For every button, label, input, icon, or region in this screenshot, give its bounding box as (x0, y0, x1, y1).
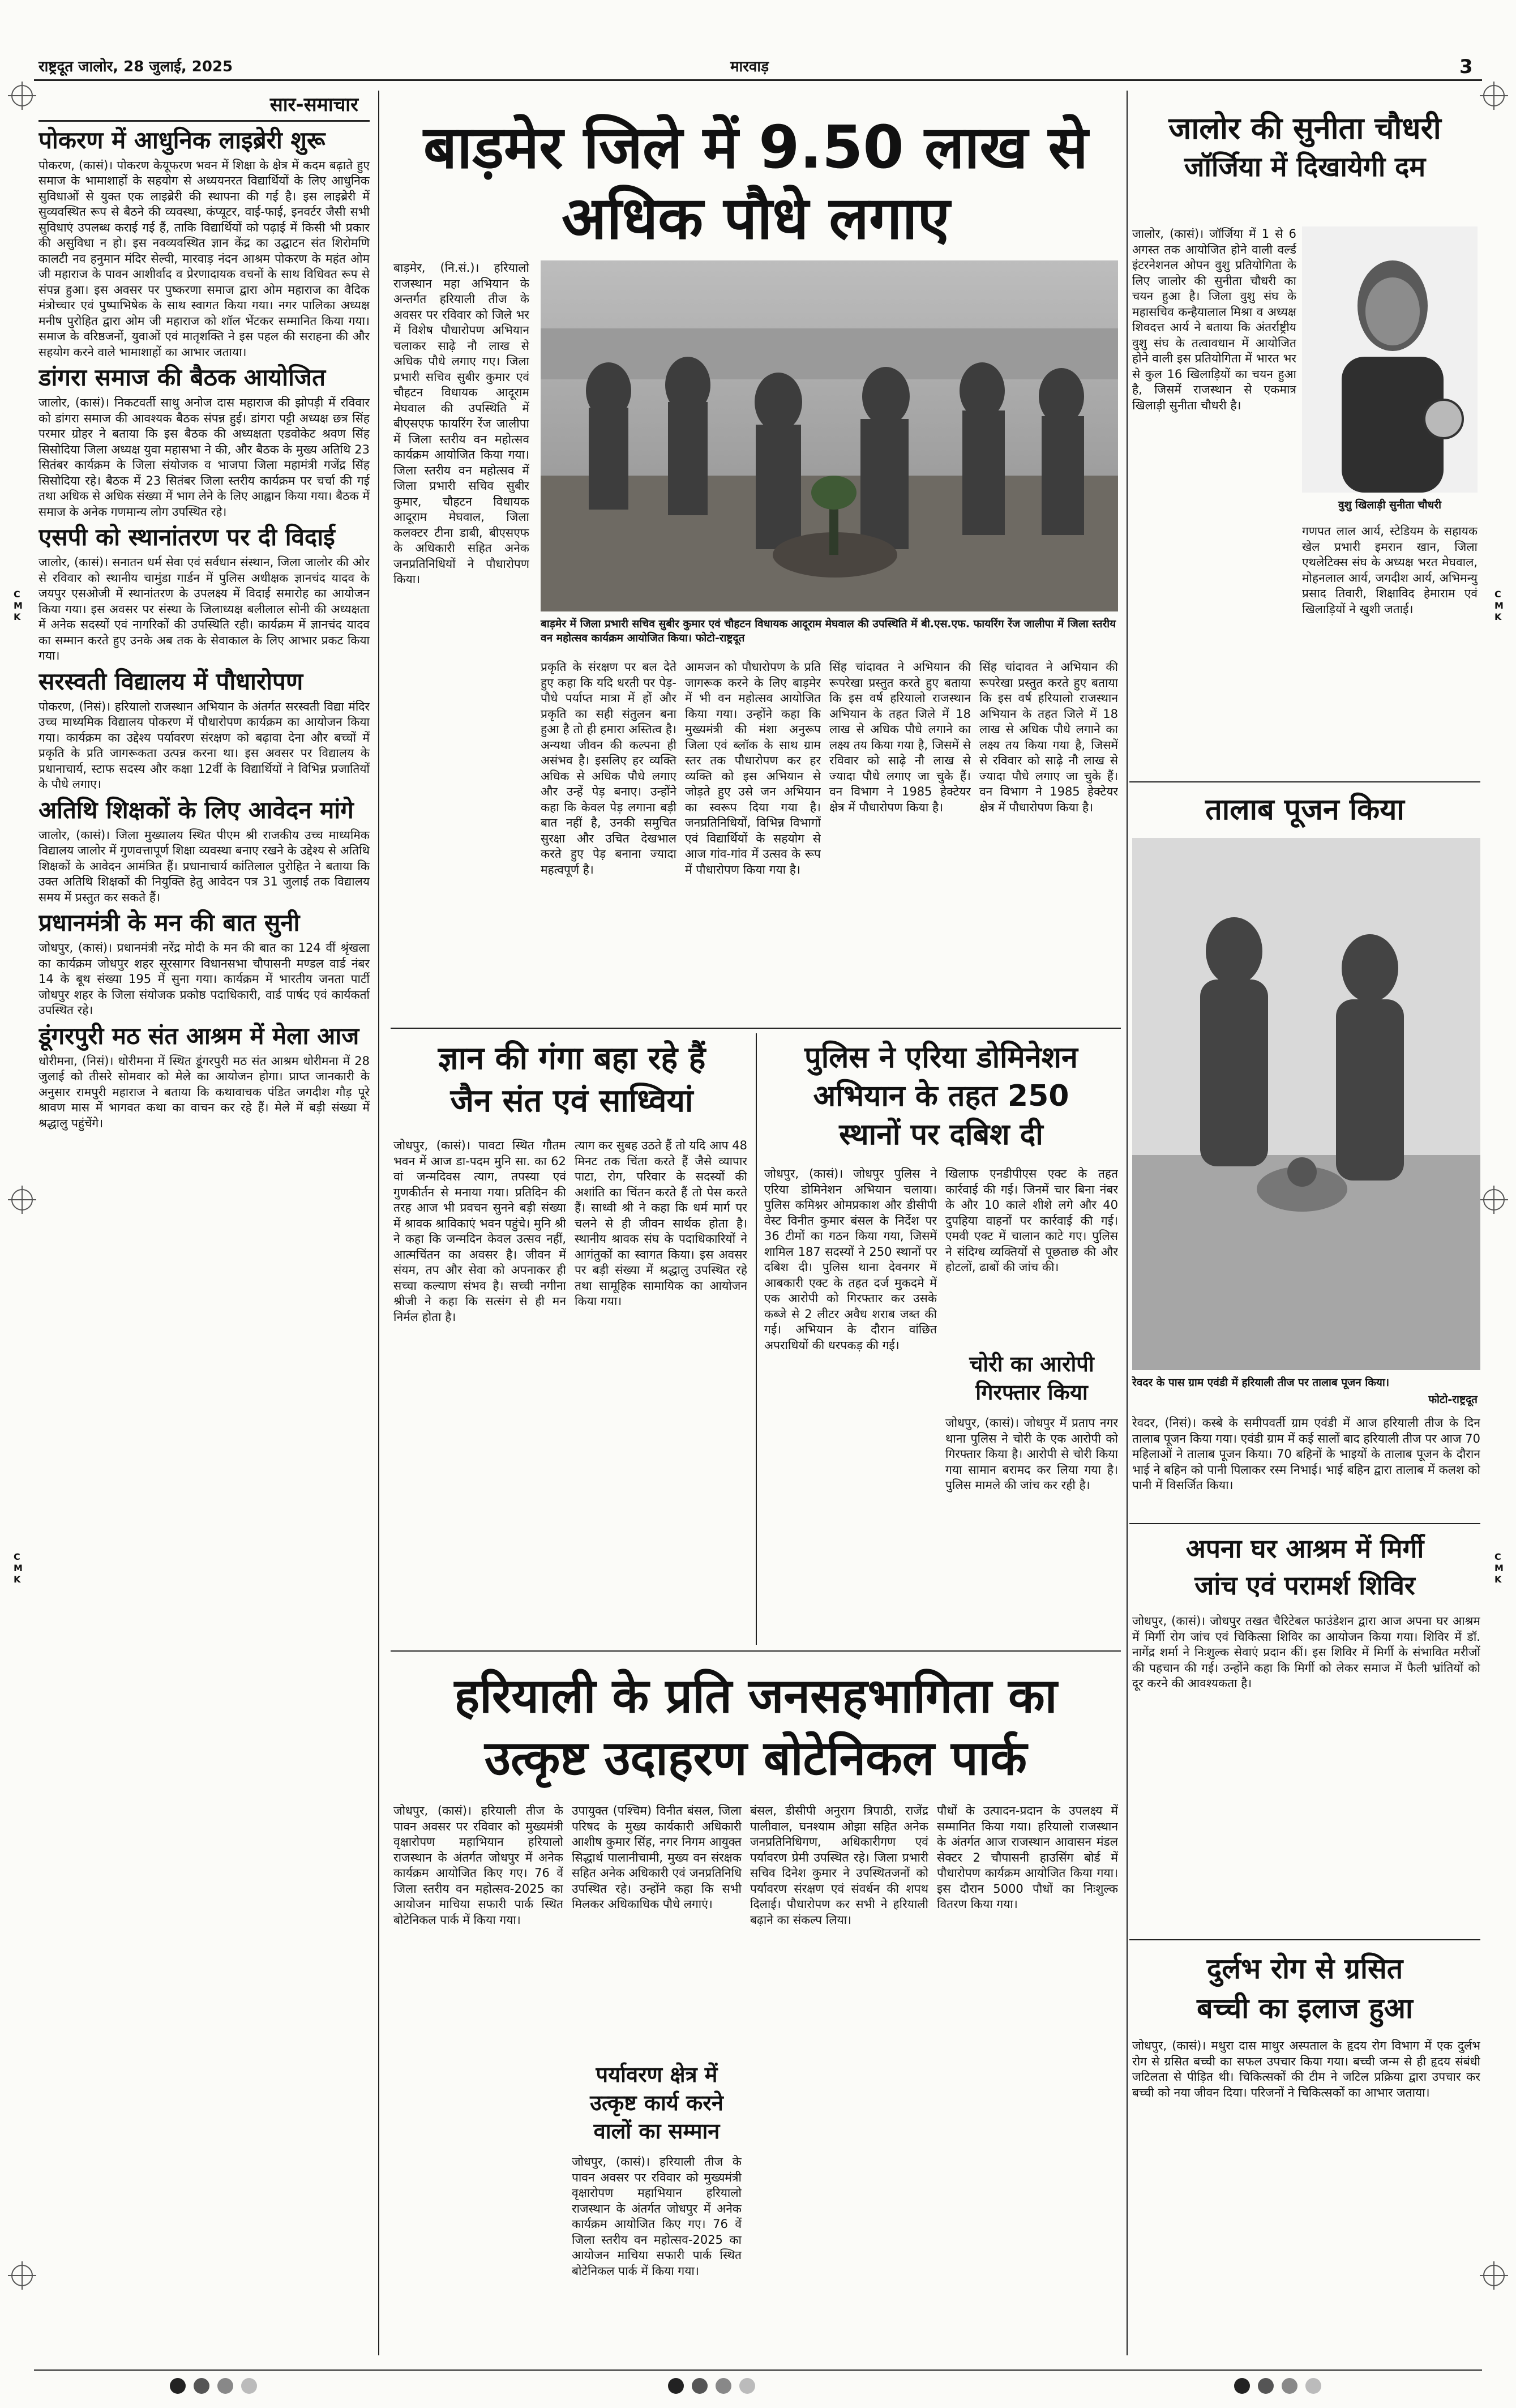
registration-mark-icon (11, 2265, 33, 2286)
talab-headline: तालाब पूजन किया (1205, 793, 1404, 827)
color-mark: C M K (14, 1551, 23, 1585)
main-headline-line-1: बाड़मेर जिले में 9.50 लाख से (423, 113, 1088, 182)
plantation-photo (541, 260, 1118, 611)
registration-mark-icon (1483, 2265, 1505, 2286)
color-dot-icon (170, 2378, 186, 2394)
botanical-col-2b: जोधपुर, (कासं)। हरियाली तीज के पावन अवसर पर रविवार को मुख्यमंत्री वृक्षारोपण महाभियान हरियालो राजस्थान के अंतर्गत जोधपुर में अनेक कार्यक्रम आयोजित किए गए। 76 वें जिला स्तरीय वन महोत्सव-2025 का आयोजन माचिया सफारी पार्क स्थित बोटेनिकल पार्क में किया गया। (572, 2155, 742, 2278)
botanical-col-2: उपायुक्त (पश्चिम) विनीत बंसल, जिला परिषद के मुख्य कार्यकारी अधिकारी आशीष कुमार सिंह, नगर निगम आयुक्त सिद्धार्थ पालानीचामी, मुख्य वन संरक्षक सहित अनेक अधिकारी एवं जनप्रतिनिधि उपस्थित रहे। उन्होंने कहा कि सभी मिलकर अधिकाधिक पौधे लगाएं। (572, 1804, 742, 1911)
color-dot-icon (1234, 2378, 1250, 2394)
footer-color-dots (170, 2378, 265, 2396)
color-mark: C M K (1494, 589, 1504, 622)
police-headline-line-2: अभियान के तहत 250 (813, 1079, 1069, 1113)
color-dot-icon (668, 2378, 684, 2394)
main-story-col-2: प्रकृति के संरक्षण पर बल देते हुए कहा कि यदि धरती पर पेड़-पौधे पर्याप्त मात्रा में हों और प्रकृति का सही संतुलन बना हुआ है तो ही हमारा अस्तित्व है। अन्यथा जीवन की कल्पना ही असंभव है। इसलिए हर व्यक्ति अधिक से अधिक पौधे लगाए और उन्हें पेड़ बनाए। उन्होंने कहा कि केवल पेड़ लगाना बड़ी बात नहीं है, उनकी समुचित सुरक्षा और उचित देखभाल करते हुए पेड़ बनाना ज्यादा महत्वपूर्ण है। (541, 660, 676, 876)
footer-color-dots (668, 2378, 763, 2396)
header-rule (34, 79, 1482, 81)
brief-headline: प्रधानमंत्री के मन की बात सुनी (38, 909, 300, 936)
color-dot-icon (194, 2378, 209, 2394)
police-col-2: खिलाफ एनडीपीएस एक्ट के तहत कार्रवाई की गई। जिनमें चार बिना नंबर के और 10 काले शीशे लगे और 40 दुपहिया वाहनों पर कार्रवाई की गई। एमवी एक्ट में चालान काटे गए। पुलिस ने संदिग्ध व्यक्तियों से पूछताछ की और होटलों, ढाबों की जांच की। (945, 1167, 1118, 1274)
ashram-headline-line-1: अपना घर आश्रम में मिर्गी (1185, 1533, 1424, 1564)
sunita-photo-image (1302, 226, 1478, 493)
footer-color-dots (1234, 2378, 1329, 2396)
news-brief-column (38, 91, 370, 2361)
brief-body: पोकरण, (कासं)। पोकरण केयूफरण भवन में शिक्षा के क्षेत्र में कदम बढ़ाते हुए समाज के भामाशाहों के सहयोग से अध्ययनरत विद्यार्थियों के लिए आधुनिक सुविधाओं से युक्त एक लाइब्रेरी की स्थापना की गई है। इस लाइब्रेरी में सुव्यवस्थित रूप से बैठने की व्यवस्था, कंप्यूटर, वाई-फाई, इनवर्टर जैसी सभी सुविधाएं उपलब्ध कराई गई हैं, ताकि विद्यार्थियों को पढ़ाई में किसी भी प्रकार की असुविधा न हो। इस नवव्यवस्थित ज्ञान केंद्र का उद्घाटन संत शिरोमणि कालटी नव हनुमान मंदिर सेल्वी, मारवाड़ नंदन आश्रम पोकरण के महंत ओम जी महाराज के पावन आशीर्वाद व प्रेरणादायक वचनों के साथ विधिवत रूप से संपन्न हुआ। इस अवसर पर पुष्करणा समाज द्वारा ओम महाराज का वैदिक मंत्रोच्चार एवं पुष्पाभिषेक के साथ स्वागत किया गया। नगर पालिका अध्यक्ष मनीष पुरोहित द्वारा ओम जी महाराज को शॉल भेंटकर सम्मानित किया गया। समाज के वरिष्ठजनों, युवाओं एवं मातृशक्ति ने इस पहल की सराहना की और सहयोग करने वाले भामाशाहों का आभार जताया। (38, 158, 370, 359)
gyan-col-2: त्याग कर सुबह उठते हैं तो यदि आप 48 मिनट तक चिंता करते हैं जैसे व्यापार पाटा, रोग, परिवार के सदस्यों की अशांति का चिंतन करते हैं तो पेस करते हैं। साध्वी श्री ने कहा कि धर्म मार्ग पर चलने से ही जीवन सार्थक होता है। स्थानीय श्रावक संघ के पदाधिकारियों ने आगंतुकों का स्वागत किया। इस अवसर पर बड़ी संख्या में श्रद्धालु उपस्थित रहे तथा सामूहिक सामायिक का आयोजन किया गया। (575, 1139, 747, 1308)
color-dot-icon (716, 2378, 731, 2394)
brief-body: धोरीमना, (निसं)। धोरीमना में स्थित डूंगरपुरी मठ संत आश्रम धोरीमना में 28 जुलाई को तीसरे सोमवार को मेले का आयोजन होगा। प्राप्त जानकारी के अनुसार रामपुरी महाराज ने बताया कि कथावाचक पंडित जगदीश गौड़ पूरे श्रावण मास में भागवत कथा का वाचन कर रहे हैं। मेले में बड़ी संख्या में श्रद्धालु पहुंचेंगे। (38, 1054, 370, 1130)
gyan-col-1: जोधपुर, (कासं)। पावटा स्थित गौतम भवन में आज डा-पदम मुनि सा. का 62 वां जन्मदिवस त्याग, तपस्या एवं गुणकीर्तन से मनाया गया। प्रतिदिन की तरह आज भी प्रवचन सुनने बड़ी संख्या में श्रावक श्राविकाएं भवन पहुंचे। मुनि श्री ने कहा कि जन्मदिन केवल उत्सव नहीं, आत्मचिंतन का अवसर है। जीवन में संयम, तप और सेवा को अपनाकर ही सच्चा कल्याण संभव है। सच्ची नगीना श्रीजी ने कहा कि सत्संग से ही मन निर्मल होता है। (393, 1139, 566, 1324)
main-story-col-4: सिंह चांदावत ने अभियान की रूपरेखा प्रस्तुत करते हुए बताया कि इस वर्ष हरियालो राजस्थान अभियान के तहत जिले में 18 लाख से अधिक पौधे लगाने का लक्ष्य तय किया गया है, जिसमें से रविवार को साढ़े नौ लाख से ज्यादा पौधे लगाए जा चुके हैं। वन विभाग ने 1985 हेक्टेयर क्षेत्र में पौधारोपण किया है। (829, 660, 971, 814)
sunita-headline-line-1: जालोर की सुनीता चौधरी (1168, 110, 1441, 146)
award-subhead-2: उत्कृष्ट कार्य करने (590, 2090, 723, 2115)
brief-headline: डूंगरपुरी मठ संत आश्रम में मेला आज (38, 1021, 359, 1050)
rare-disease-headline-line-2: बच्ची का इलाज हुआ (1197, 1992, 1413, 2025)
section-divider (391, 1028, 1121, 1029)
ashram-headline-line-2: जांच एवं परामर्श शिविर (1194, 1570, 1415, 1601)
brief-headline: एसपी को स्थानांतरण पर दी विदाई (38, 523, 335, 551)
sunita-photo (1302, 226, 1478, 493)
police-col-1: जोधपुर, (कासं)। जोधपुर पुलिस ने एरिया डोमिनेशन अभियान चलाया। पुलिस कमिश्नर ओमप्रकाश और डीसीपी वेस्ट विनीत कुमार बंसल के निर्देश पर 36 टीमों का गठन किया गया, जिसमें शामिल 187 सदस्यों ने 250 स्थानों पर दबिश दी। पुलिस थाना देवनगर में आबकारी एक्ट के तहत दर्ज मुकदमे में एक आरोपी को गिरफ्तार कर उसके कब्जे से 2 लीटर अवैध शराब जब्त की गई। अभियान के दौरान वांछित अपराधियों की धरपकड़ की गई। (764, 1167, 937, 1352)
color-dot-icon (241, 2378, 257, 2394)
police-headline-line-1: पुलिस ने एरिया डोमिनेशन (804, 1041, 1078, 1075)
sunita-body: जालोर, (कासं)। जॉर्जिया में 1 से 6 अगस्त तक आयोजित होने वाली वर्ल्ड इंटरनेशनल ओपन वुशु प्रतियोगिता के लिए जालोर की सुनीता चौधरी का चयन हुआ है। जिला वुशु संघ के महासचिव कन्हैयालाल मिश्रा व अध्यक्ष शिवदत्त आर्य ने बताया कि अंतर्राष्ट्रीय वुशु संघ के तत्वावधान में आयोजित होने वाली इस प्रतियोगिता में भारत भर से कुल 16 खिलाड़ियों का चयन हुआ है, जिसमें राजस्थान से एकमात्र खिलाड़ी सुनीता चौधरी है। (1132, 227, 1296, 412)
talab-body: रेवदर, (निसं)। कस्बे के समीपवर्ती ग्राम एवंडी में आज हरियाली तीज के दिन तालाब पूजन किया गया। एवंडी ग्राम में कई सालों बाद हरियाली तीज पर आज 70 महिलाओं ने तालाब पूजन किया। 70 बहिनों के भाइयों के तालाब पूजन के दौरान भाई ने बहिन को पानी पिलाकर रस्म निभाई। भाई बहिन द्वारा तालाब में कलश को पानी में विसर्जित किया। (1132, 1416, 1480, 1492)
botanical-col-1: जोधपुर, (कासं)। हरियाली तीज के पावन अवसर पर रविवार को मुख्यमंत्री वृक्षारोपण महाभियान हरियालो राजस्थान के अंतर्गत जोधपुर में अनेक कार्यक्रम आयोजित किए गए। 76 वें जिला स्तरीय वन महोत्सव-2025 का आयोजन माचिया सफारी पार्क स्थित बोटेनिकल पार्क में किया गया। (393, 1804, 563, 1927)
police-headline-line-3: स्थानों पर दबिश दी (839, 1118, 1043, 1152)
talab-photo (1132, 838, 1480, 1370)
botanical-headline-line-1: हरियाली के प्रति जनसहभागिता का (454, 1668, 1057, 1723)
plantation-photo-caption: बाड़मेर में जिला प्रभारी सचिव सुबीर कुमार एवं चौहटन विधायक आदूराम मेघवाल की उपस्थिति में बी.एस.एफ. फायरिंग रेंज जालीपा में जिला स्तरीय वन महोत्सव कार्यक्रम आयोजित किया। फोटो-राष्ट्रदूत (541, 618, 1116, 644)
plantation-photo-image (541, 260, 1118, 611)
color-mark: C M K (14, 589, 23, 622)
rare-disease-body: जोधपुर, (कासं)। मथुरा दास माथुर अस्पताल के हृदय रोग विभाग में एक दुर्लभ रोग से ग्रसित बच्ची का सफल उपचार किया गया। बच्ची जन्म से ही हृदय संबंधी जटिलता से पीड़ित थी। चिकित्सकों की टीम ने जटिल प्रक्रिया द्वारा उपचार कर बच्ची को नया जीवन दिया। परिजनों ने चिकित्सकों का आभार जताया। (1132, 2039, 1480, 2099)
footer-rule (34, 2369, 1482, 2371)
main-story-col-3: आमजन को पौधारोपण के प्रति जागरूक करने के लिए बाड़मेर में भी वन महोत्सव आयोजित किया गया। उन्होंने कहा कि मुख्यमंत्री की मंशा अनुरूप जिला एवं ब्लॉक के साथ ग्राम स्तर तक पौधारोपण कर हर व्यक्ति को इस अभियान से जोड़ते हुए उसे जन अभियान का स्वरूप दिया गया है। जनप्रतिनिधियों, विभिन्न विभागों एवं विद्यार्थियों के सहयोग से आज गांव-गांव में उत्सव के रूप में पौधारोपण किया गया है। (685, 660, 821, 876)
section-divider (1129, 1939, 1480, 1940)
header-edition-date: राष्ट्रदूत जालोर, 28 जुलाई, 2025 (38, 58, 233, 75)
police-sub-body: जोधपुर, (कासं)। जोधपुर में प्रताप नगर थाना पुलिस ने चोरी के एक आरोपी को गिरफ्तार किया है। आरोपी से चोरी किया गया सामान बरामद कर लिया गया है। पुलिस मामले की जांच कर रही है। (945, 1416, 1118, 1492)
brief-body: जालोर, (कासं)। जिला मुख्यालय स्थित पीएम श्री राजकीय उच्च माध्यमिक विद्यालय जालोर में गुणवत्तापूर्ण शिक्षा व्यवस्था बनाए रखने के उद्देश्य से अतिथि शिक्षकों के आवेदन आमंत्रित हैं। प्रधानाचार्य कांतिलाल पुरोहित ने बताया कि उक्त अतिथि शिक्षकों की नियुक्ति हेतु आवेदन पत्र 31 जुलाई तक विद्यालय समय में प्रस्तुत कर सकते हैं। (38, 828, 370, 904)
section-divider (391, 1650, 1121, 1652)
registration-mark-icon (11, 1189, 33, 1211)
column-divider (378, 91, 379, 2355)
botanical-col-4: पौधों के उत्पादन-प्रदान के उपलक्ष्य में सम्मानित किया गया। हरियालो राजस्थान के अंतर्गत आज राजस्थान आवासन मंडल सेक्टर 2 चौपासनी हाउसिंग बोर्ड में पौधारोपण कार्यक्रम आयोजित किया गया। इस दौरान 5000 पौधों का निःशुल्क वितरण किया गया। (937, 1804, 1118, 1911)
registration-mark-icon (11, 85, 33, 106)
brief-body: जालोर, (कासं)। सनातन धर्म सेवा एवं सर्वधान संस्थान, जिला जालोर की ओर से रविवार को स्थानीय चामुंडा गार्डन में पुलिस अधीक्षक ज्ञानचंद यादव के जयपुर एसओजी में स्थानांतरण के उपलक्ष्य में विदाई समारोह का आयोजन किया गया। इस अवसर पर संस्था के जिलाध्यक्ष बलीलाल सोनी की अध्यक्षता में अनेक सदस्यों एवं नागरिकों की उपस्थिति रही। कार्यक्रम में ज्ञानचंद यादव का सम्मान करते हुए उनके अब तक के सेवाकाल के लिए आभार प्रकट किया गया। (38, 555, 370, 662)
police-subhead-line-1: चोरी का आरोपी (969, 1351, 1094, 1376)
column-divider (756, 1033, 757, 1645)
brief-headline: पोकरण में आधुनिक लाइब्रेरी शुरू (38, 126, 326, 154)
color-dot-icon (217, 2378, 233, 2394)
column-divider (1127, 91, 1128, 2355)
brief-headline: अतिथि शिक्षकों के लिए आवेदन मांगे (38, 795, 354, 824)
ashram-body: जोधपुर, (कासं)। जोधपुर तखत चैरिटेबल फाउंडेशन द्वारा आज अपना घर आश्रम में मिर्गी रोग जांच एवं चिकित्सा शिविर का आयोजन किया गया। शिविर में डॉ. नागेंद्र शर्मा ने निःशुल्क सेवाएं प्रदान कीं। इस शिविर में मिर्गी के संभावित मरीजों की पहचान की गई। उन्होंने कहा कि मिर्गी को लेकर समाज में फैली भ्रांतियों को दूर करने की आवश्यकता है। (1132, 1614, 1480, 1690)
award-subhead-1: पर्यावरण क्षेत्र में (596, 2062, 718, 2087)
main-headline-line-2: अधिक पौधे लगाए (561, 183, 950, 253)
color-mark: C M K (1494, 1551, 1504, 1585)
gyan-headline-line-2: जैन संत एवं साध्वियां (450, 1083, 693, 1119)
brief-body: पोकरण, (निसं)। हरियालो राजस्थान अभियान के अंतर्गत सरस्वती विद्या मंदिर उच्च माध्यमिक विद्यालय पोकरण में पौधारोपण कार्यक्रम का आयोजन किया गया। कार्यक्रम का उद्देश्य पर्यावरण संरक्षण को बढ़ावा देना और बच्चों में प्रकृति के प्रति जागरूकता उत्पन्न करना था। इस अवसर पर विद्यालय के प्रधानाचार्य, स्टाफ सदस्य और कक्षा 12वीं के विद्यार्थियों ने विभिन्न प्रजातियों के पौधे लगाए। (38, 699, 370, 791)
botanical-col-3: बंसल, डीसीपी अनुराग त्रिपाठी, राजेंद्र पालीवाल, घनश्याम ओझा सहित अनेक जनप्रतिनिधिगण, अधिकारीगण एवं पर्यावरण प्रेमी उपस्थित रहे। जिला प्रभारी सचिव दिनेश कुमार ने उपस्थितजनों को पर्यावरण संरक्षण एवं संवर्धन की शपथ दिलाई। पौधारोपण कर सभी ने हरियाली बढ़ाने का संकल्प लिया। (750, 1804, 928, 1927)
sunita-side-body: गणपत लाल आर्य, स्टेडियम के सहायक खेल प्रभारी इमरान खान, जिला एथलेटिक्स संघ के अध्यक्ष भरत मेघवाल, मोहनलाल आर्य, जगदीश आर्य, अभिमन्यु प्रसाद तिवारी, शिक्षाविद हेमाराम एवं खिलाड़ियों ने खुशी जताई। (1302, 524, 1478, 616)
botanical-headline-line-2: उत्कृष्ट उदाहरण बोटेनिकल पार्क (485, 1730, 1027, 1786)
police-subhead-line-2: गिरफ्तार किया (975, 1380, 1088, 1405)
rare-disease-headline-line-1: दुर्लभ रोग से ग्रसित (1206, 1952, 1403, 1985)
registration-mark-icon (1483, 85, 1505, 106)
main-story-col-5: सिंह चांदावत ने अभियान की रूपरेखा प्रस्तुत करते हुए बताया कि इस वर्ष हरियालो राजस्थान अभियान के तहत जिले में 18 लाख से अधिक पौधे लगाने का लक्ष्य तय किया गया है, जिसमें से रविवार को साढ़े नौ लाख से ज्यादा पौधे लगाए जा चुके हैं। वन विभाग ने 1985 हेक्टेयर क्षेत्र में पौधारोपण किया है। (979, 660, 1118, 814)
color-dot-icon (739, 2378, 755, 2394)
gyan-headline-line-1: ज्ञान की गंगा बहा रहे हैं (438, 1040, 706, 1077)
section-divider (1129, 781, 1480, 782)
talab-photo-image (1132, 838, 1480, 1370)
header-section: मारवाड़ (730, 58, 769, 75)
header-page-number: 3 (1459, 55, 1473, 78)
section-kicker: सार-समाचार (38, 91, 370, 122)
talab-photo-credit: फोटो-राष्ट्रदूत (1428, 1393, 1478, 1406)
color-dot-icon (692, 2378, 708, 2394)
color-dot-icon (1305, 2378, 1321, 2394)
brief-body: जोधपुर, (कासं)। प्रधानमंत्री नरेंद्र मोदी के मन की बात का 124 वीं श्रृंखला का कार्यक्रम जोधपुर शहर सूरसागर विधानसभा चौपासनी मण्डल वार्ड नंबर 14 के बूथ संख्या 195 में सुना गया। कार्यक्रम में भारतीय जनता पार्टी जोधपुर शहर के जिला संयोजक प्रकोष्ठ पदाधिकारी, वार्ड पार्षद एवं कार्यकर्ता उपस्थित रहे। (38, 941, 370, 1017)
main-story-col-1: बाड़मेर, (नि.सं.)। हरियालो राजस्थान महा अभियान के अन्तर्गत हरियाली तीज के अवसर पर रविवार को जिले भर में विशेष पौधारोपण अभियान चलाकर साढ़े नौ लाख से अधिक पौधे लगाए गए। जिला प्रभारी सचिव सुबीर कुमार एवं चौहटन विधायक आदूराम मेघवाल की उपस्थिति में बीएसएफ फायरिंग रेंज जालीपा में जिला स्तरीय वन महोत्सव कार्यक्रम आयोजित किया गया। जिला स्तरीय वन महोत्सव में जिला प्रभारी सचिव सुबीर कुमार, चौहटन विधायक आदूराम मेघवाल, जिला कलक्टर टीना डाबी, बीएसएफ के अधिकारी सहित अनेक जनप्रतिनिधियों ने पौधारोपण किया। (393, 261, 529, 586)
brief-headline: सरस्वती विद्यालय में पौधारोपण (38, 667, 303, 695)
color-dot-icon (1258, 2378, 1274, 2394)
sunita-photo-caption: वुशु खिलाड़ी सुनीता चौधरी (1338, 499, 1442, 511)
brief-body: जालोर, (कासं)। निकटवर्ती साथु अनोज दास महाराज की झोपड़ी में रविवार को डांगरा समाज की आवश्यक बैठक संपन्न हुई। डांगरा पट्टी अध्यक्ष छत्र सिंह परमार ग्रोहर ने बताया कि इस बैठक की अध्यक्षता एडवोकेट श्रवण सिंह सिसोदिया जिला अध्यक्ष युवा महासभा ने की, और बैठक के मुख्य अतिथि 23 सितंबर कार्यक्रम के जिला संयोजक व भाजपा जिला महामंत्री गजेंद्र सिंह सिसोदिया रहे। बैठक में 23 सितंबर जिला स्तरीय कार्यक्रम पर चर्चा की गई तथा अधिक से अधिक संख्या में भाग लेने के लिए आह्वान किया गया। बैठक में समाज के अनेक गणमान्य लोग उपस्थित रहे। (38, 396, 370, 519)
brief-headline: डांगरा समाज की बैठक आयोजित (38, 363, 326, 391)
award-subhead-3: वालों का सम्मान (593, 2119, 720, 2144)
sunita-headline-line-2: जॉर्जिया में दिखायेगी दम (1184, 151, 1426, 183)
registration-mark-icon (1483, 1189, 1505, 1211)
color-dot-icon (1282, 2378, 1297, 2394)
section-divider (1129, 1523, 1480, 1524)
talab-photo-caption: रेवदर के पास ग्राम एवंडी में हरियाली तीज पर तालाब पूजन किया। (1132, 1376, 1390, 1389)
